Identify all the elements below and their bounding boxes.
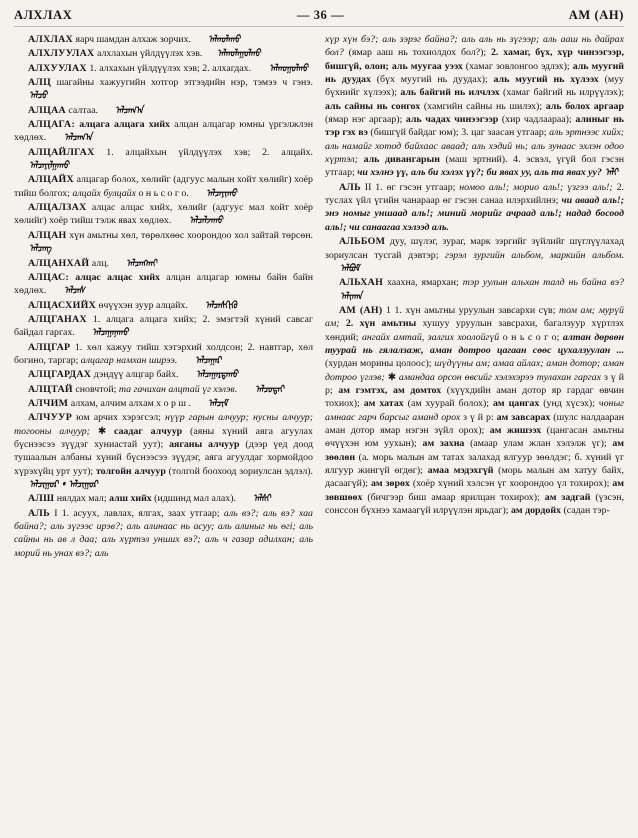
entry-headword: АЛЬХАН [339, 277, 384, 289]
dictionary-entry [14, 229, 313, 256]
entry-headword: АЛЦАГА: [28, 119, 76, 131]
phrase-sense: амаа мэдэхгүй [427, 465, 494, 476]
mongolian-script-glyph: ᠠᠯᠴᠠᠰᠬᠢᠬᠦ [205, 299, 239, 311]
entry-headword: АЛЦАЛЗАХ [28, 202, 87, 214]
mongolian-script-glyph: ᠠᠯᠴᠠᠩ [29, 242, 53, 255]
entry-text: дуу, шүлэг, зураг, марк зэргийг зүйлийг шүглүүлахад зориулсан тусгай дэвтэр; [325, 236, 624, 261]
entry-text: сновчтой; [72, 383, 119, 395]
entry-headword: АЛЦАС: [28, 271, 70, 283]
mongolian-script-glyph: ᠠᠯᠬᠤᠯᠠᠬᠤ [208, 33, 243, 46]
phrase-sense: аль муугаа уээх [391, 60, 463, 72]
entry-text: (ямар ааш нь тохиолдох бол?); [343, 47, 491, 59]
entry-text: (бүх муугий нь дуудах); [370, 74, 494, 86]
entry-text: өчүүхэн зуур алцайх. [96, 299, 191, 311]
entry-text: (ямар нэг аргаар); [325, 114, 406, 126]
entry-headword: АЛЦГАР [28, 341, 71, 353]
entry-text: I 1. асуух, лавлах, ялгах, заах утгаар; [49, 507, 224, 519]
entry-text: о н ь с о г о. [135, 187, 192, 199]
phrase-sense: аль сайны нь сонгох [325, 100, 421, 112]
entry-text: дэндүү алцгар байх. [91, 369, 181, 381]
two-column-body [14, 33, 624, 833]
mongolian-script-glyph: ᠠᠯᠴᠤᠲᠠᠢ [254, 383, 286, 395]
mongolian-script-glyph: ᠠᠯᠬᠤᠭᠤᠯᠬᠤ [268, 62, 310, 74]
entry-text: яарч шамдан алхаж зорчих. [73, 34, 194, 45]
dictionary-entry [14, 299, 313, 312]
entry-text: шагайны хажуугийн хотгор этгээдийн нэр, тэмээ ч гэнэ. [51, 77, 313, 89]
dictionary-entry [14, 492, 313, 505]
usage-example: чи аваад аль!; энэ номыг уншаад аль!; миний морийг ачраад аль!; надад босоод аль!; чи санаагаа хэлээд аль. [325, 195, 624, 233]
entry-text: (шулс налдааран аман дотор ямар нэгэн зүйл орох); [325, 411, 624, 436]
entry-text: (хамгийн сайны нь шилэх); [420, 100, 546, 112]
entry-headword: АЛЦАНХАЙ [28, 257, 90, 269]
phrase-sense: алш хийх [109, 493, 152, 505]
entry-text: (цангасан амьтны өчүүхэн юм уухын); [325, 424, 624, 450]
entry-text: (морь малын ам хатуу байх, дасаагүй); [325, 465, 624, 490]
entry-text: (садан тэр- [560, 505, 610, 517]
mongolian-script-glyph: ᠠᠯᠴᠠᠭᠠᠷᠳᠠᠬᠤ [196, 368, 240, 381]
entry-text: (а. морь малын ам татах залахад ялгуур зөөлдэг; б. хүний үг ялгуур жингүй өгдөг); [325, 451, 624, 476]
usage-example: нүүр гарын алчуур; нусны алчуур; тогооны алчуур; [14, 412, 313, 437]
phrase-sense: алцас алцас хийх [69, 271, 160, 283]
phrase-sense: ам захна [422, 438, 465, 450]
mongolian-script-glyph: ᠠᠯᠢ [605, 167, 620, 179]
entry-text: алцан алцагар юмны байн байн хөдлөх. [14, 271, 314, 297]
entry-headword: АЛЦГАРДАХ [28, 369, 92, 381]
entry-headword: АЛЦТАЙ [28, 383, 73, 395]
header-left-guideword: АЛХЛАХ [14, 8, 73, 22]
entry-text: (хоёр хүний хэлсэн үг хоорондоо үл тохирох); [409, 478, 613, 490]
entry-text: алцан алцагар юмны үргэлжлэн хөдлөх. [14, 119, 313, 144]
dictionary-entry [14, 201, 313, 228]
mongolian-script-glyph: ᠠᠯᠴᠠᠰ [63, 284, 87, 297]
page-number: — 36 — [296, 8, 345, 22]
right-column [325, 33, 624, 833]
entry-text: алц. [89, 257, 112, 269]
entry-headword: АЛШ [28, 493, 55, 505]
phrase-sense: аль болох аргаар [545, 100, 624, 112]
entry-headword: АЛЦАН [28, 229, 67, 241]
phrase-sense: 2. хамаг, бүх, хүр чинээгээр, бишгүй, олон; [325, 47, 624, 72]
entry-text: (аяны хүний аяга агуулах бүснээсээ зүүдэг хуниастай уут); [14, 425, 313, 450]
dictionary-entry [14, 313, 313, 340]
entry-headword: АЛЬ [28, 507, 50, 519]
entry-text: (идшинд мал алах). [151, 493, 239, 505]
mongolian-script-glyph: ᠠᠯᠴᠠᠭ᠎ᠠ [63, 132, 94, 144]
usage-example: алтан дөрвөн туурай нь гялалзаж, аман дотроо цагаан сөөс цухалзуулан ... [325, 331, 624, 356]
dictionary-entry [14, 397, 313, 410]
entry-headword: АЛЦГАНАХ [28, 313, 87, 325]
phrase-sense: 2. хүн амьтны [345, 318, 417, 330]
dictionary-entry [14, 146, 313, 173]
phrase-sense: аль дивангарын [363, 154, 440, 166]
mongolian-script-glyph: ᠠᠯᠴᠠᠶᠢᠯᠭᠠᠬᠤ [29, 159, 71, 172]
usage-example: том ам; мурүй ам; [325, 304, 624, 330]
entry-text: хаахна, ямархан; [383, 277, 463, 289]
dictionary-entry [14, 47, 313, 60]
entry-text: алцагар болох, хөлийг (адгуус малын хойт хөлийг) хоёр тийш болгох; [14, 174, 313, 199]
phrase-sense: ам жишээх [489, 424, 542, 436]
usage-example: шүдүүны ам; амаа [434, 358, 515, 370]
mongolian-script-glyph: ᠠᠯᠴᠢᠭᠤᠷ • ᠠᠯᠴᠢᠭᠤᠷ [29, 478, 100, 491]
entry-headword: АЛХУУЛАХ [28, 62, 87, 74]
usage-example: номоо аль!; морио аль!; үзгээ аль!; [459, 181, 613, 193]
usage-example: алцайх булцайх [72, 187, 136, 199]
entry-text: (хүүхдийн аман дотор яр гардаг өвчин тохиох); [325, 384, 624, 410]
mongolian-script-glyph: ᠠᠯᠴᠤ [29, 89, 49, 102]
header-right-guideword: АМ (АН) [568, 8, 624, 22]
phrase-sense: аль муугий нь хүлээх [493, 74, 599, 86]
mongolian-script-glyph: ᠠᠯᠴᠠᠭᠠᠨᠠᠬᠤ [92, 326, 131, 339]
entry-headword: АЛЦ [28, 77, 52, 89]
usage-example: та гачихан алцтай үг хэлэв. [118, 383, 238, 395]
dictionary-entry [325, 304, 624, 518]
phrase-sense: алиныг нь тэр гэх вэ [325, 114, 624, 139]
entry-text: (хурдан морины цолоос); [325, 358, 435, 370]
entry-text [177, 355, 179, 366]
entry-headword: АЛЧИМ [28, 397, 69, 409]
entry-headword: АЛЦАА [28, 104, 66, 116]
entry-text: ✱ [384, 371, 399, 383]
entry-headword: АЛЦАСХИЙХ [28, 299, 97, 311]
dictionary-entry [14, 383, 313, 396]
mongolian-script-glyph: ᠠᠯᠴᠠᠭ᠎ᠠ [115, 104, 146, 117]
entry-headword: АЛЧУУР [28, 412, 73, 424]
entry-text: (үзсэн, сонссон бүхнээ хамаагүй илрүүлэн ярьдаг); [325, 491, 624, 517]
entry-headword: АЛЬ [339, 181, 361, 193]
usage-example: ангайх амтай, залгих хоолойгүй [361, 331, 500, 343]
phrase-sense: ам дордойх [510, 505, 561, 517]
entry-text: (хамаг байгий нь илрүүлэх); [499, 87, 624, 99]
dictionary-entry [14, 118, 313, 145]
entry-text: 1 1. хүн амьтны уруулын завсархи сүв; [382, 304, 560, 316]
phrase-sense: ам задгай [544, 491, 591, 503]
entry-text: (бишгүй байдаг юм); 3. цаг заасан утгаар; [367, 127, 550, 139]
entry-text: (ам хуурай болох); [403, 398, 493, 410]
entry-text: 2. туслах үйл үгийн чанараар өг гэсэн санаа илэрхийлнэ; [325, 181, 624, 207]
phrase-sense: алцага алцага хийх [75, 119, 170, 131]
entry-text: о н ь с о г о; [499, 331, 563, 343]
left-column [14, 33, 313, 833]
entry-text: алхам, алчим алхам х о р ш . [68, 397, 194, 409]
dictionary-entry [14, 507, 313, 560]
entry-text: нялдах мал; [54, 493, 110, 505]
entry-headword: АЛЦАЙХ [28, 174, 74, 186]
entry-text: 1. хөл хажуу тийш хэтэрхий холдсон; 2. навтгар, хөл богино, таргар; [14, 341, 313, 366]
entry-text [237, 384, 239, 395]
usage-example: амандаа орсон өвсийг хэлэхэрээ тулахан гаргах [398, 371, 601, 383]
entry-text: (хамаг зовлонгоо эдлэх); [462, 60, 573, 72]
entry-text: з ү й р; [325, 371, 624, 396]
mongolian-script-glyph: ᠠᠯᠴᠠᠩᠬᠠᠢ [126, 257, 159, 269]
phrase-sense: ам цангах [492, 398, 540, 410]
dictionary-entry [14, 271, 313, 298]
dictionary-entry [325, 33, 624, 180]
entry-text: (дээр үед доод тушаалын албаны хүний бүснээсээ зүүдэг, аяга агуулдаг хормойдоо хүрэхүйц урт уут); [14, 438, 314, 477]
dictionary-entry [14, 411, 313, 491]
entry-text: (бичгээр биш амаар ярилцан тохирох); [362, 491, 545, 503]
mongolian-script-glyph: ᠠᠯᠴᠢᠮ [208, 397, 230, 410]
entry-text: 1. алцага алцага хийх; 2. эмэгтэй хүний савсаг байдал гаргах. [14, 313, 313, 339]
entry-text: юм арчих хэрэгсэл; [72, 412, 165, 424]
dictionary-entry [14, 257, 313, 270]
entry-text: алцас алцас хийх, хөлийг (адгуус мал хойт хоёр хөлийг) хоёр тийш тэлж явах хөдлөх. [14, 202, 313, 227]
entry-text: з ү й р: [460, 411, 497, 423]
usage-example: аль вэ?; аль вэ? хаа байна?; аль зүгээс ирэв?; аль алинаас нь асуу; аль алиныг нь өгі; аль сайны нь ав л даа; аль хүртэл унших вэ?; аль ч газар адилхан; аль морий нь унах вэ?; аль [14, 507, 313, 559]
usage-example: хүр хүн бэ?; аль зэрэг байна?; аль аль нь зүгээр; аль ааш нь дайрах бол? [325, 34, 624, 59]
phrase-sense: ам зөөлөн [325, 438, 624, 463]
mongolian-script-glyph: ᠠᠯᠴᠠᠶᠢᠬᠤ [206, 187, 239, 200]
usage-example: чоныг амнаас гарч барсыг аманд орох [325, 398, 624, 423]
entry-text: (амаар улам жлан хэлэлж үг); [464, 438, 613, 450]
mongolian-script-glyph: ᠠᠯᠱᠢ [253, 492, 273, 505]
dictionary-entry [14, 173, 313, 200]
phrase-sense: ам зөвшөөх [325, 478, 624, 503]
entry-text: ✱ [89, 425, 114, 437]
mongolian-script-glyph: ᠠᠯᠬᠤᠯᠠᠭᠤᠯᠬᠤ [217, 47, 263, 60]
entry-text: (унд хүсэх); [539, 398, 599, 410]
phrase-sense: ам гэмтэх, ам домтох [338, 384, 442, 396]
usage-example: тэр уулын альхан талд нь байна вэ? [462, 277, 624, 289]
mongolian-script-glyph: ᠠᠯᠢᠬᠠᠨ [340, 290, 364, 302]
usage-example: айлах; аман дотор; аман дотроо үглэв; [325, 358, 624, 383]
phrase-sense: аль байгий нь илчлэх [400, 87, 500, 99]
entry-text: хушуу уруулын завсрахи, багалзуур хүртлэх хөндий; [325, 318, 624, 343]
dictionary-entry [14, 368, 313, 381]
usage-example: аль эртнээс хийх; аль намайг хотод байхаас аваад; аль хэдий нь; аль зунаас эхлэн одоо хүртэл; [325, 127, 624, 166]
page-header [14, 8, 624, 27]
entry-headword: АЛЬБОМ [339, 236, 386, 248]
phrase-sense: аль чадах чинээгээр [405, 114, 499, 126]
usage-example: чи хэлнэ үү, аль би хэлэх үү?; би явах уу, аль та явах уу? [357, 167, 602, 179]
phrase-sense: толгойн алчуур [95, 465, 166, 477]
entry-text: (маш эртний). 4. эсвэл, үгүй бол гэсэн утгаар; [325, 154, 624, 179]
mongolian-script-glyph: ᠠᠯᠴᠠᠭᠠᠷ [194, 354, 223, 367]
dictionary-entry [14, 341, 313, 368]
dictionary-entry [325, 235, 624, 275]
entry-text: 1. алцайхын үйлдүүлэх хэв; 2. алцайх. [94, 146, 313, 158]
mongolian-script-glyph: ᠠᠯᠴᠠᠯᠵᠠᠬᠤ [188, 215, 225, 227]
phrase-sense: аяганы алчуур [169, 438, 240, 450]
entry-text: салтаа. [65, 104, 101, 116]
usage-example: гэрэл зургийн альбом, маркийн альбом. [445, 249, 624, 261]
entry-text: хүн амьтны хөл, төрөлхөөс хоорондоо хол зайтай төрсөн. [66, 229, 313, 241]
dictionary-entry [14, 104, 313, 117]
phrase-sense: ам хатах [363, 398, 404, 410]
entry-headword: АЛЦАЙЛГАХ [28, 146, 95, 158]
dictionary-entry [325, 181, 624, 234]
entry-headword: АМ (АН) [339, 304, 383, 316]
phrase-sense: ам зөрөх [370, 478, 410, 490]
entry-text: II 1. өг гэсэн утгаар; [360, 181, 460, 193]
entry-text: алхлахын үйлдүүлэх хэв. [94, 48, 203, 60]
phrase-sense: саадаг алчуур [113, 425, 183, 437]
entry-text: (толгой боохоод зориулсан эдлэл). [165, 465, 314, 477]
entry-text [602, 167, 604, 178]
dictionary-entry [14, 62, 313, 75]
entry-headword: АЛХЛАХ [28, 34, 74, 45]
dictionary-entry [14, 33, 313, 46]
mongolian-script-glyph: ᠠᠯᠪᠣᠮ [340, 262, 362, 275]
entry-headword: АЛХЛУУЛАХ [28, 48, 95, 60]
dictionary-entry [14, 76, 313, 103]
entry-text: (муу бүхнийг хүлээх); [325, 74, 624, 99]
phrase-sense: ам завсарах [496, 411, 551, 423]
phrase-sense: аль муугий нь дуудах [325, 60, 624, 86]
usage-example: алцагар намхан ширээ. [80, 354, 178, 366]
dictionary-entry [325, 276, 624, 303]
entry-text: (хир чадлаараа); [498, 114, 576, 126]
entry-text: 1. алхахын үйлдүүлэх хэв; 2. алхагдах. [86, 62, 254, 74]
